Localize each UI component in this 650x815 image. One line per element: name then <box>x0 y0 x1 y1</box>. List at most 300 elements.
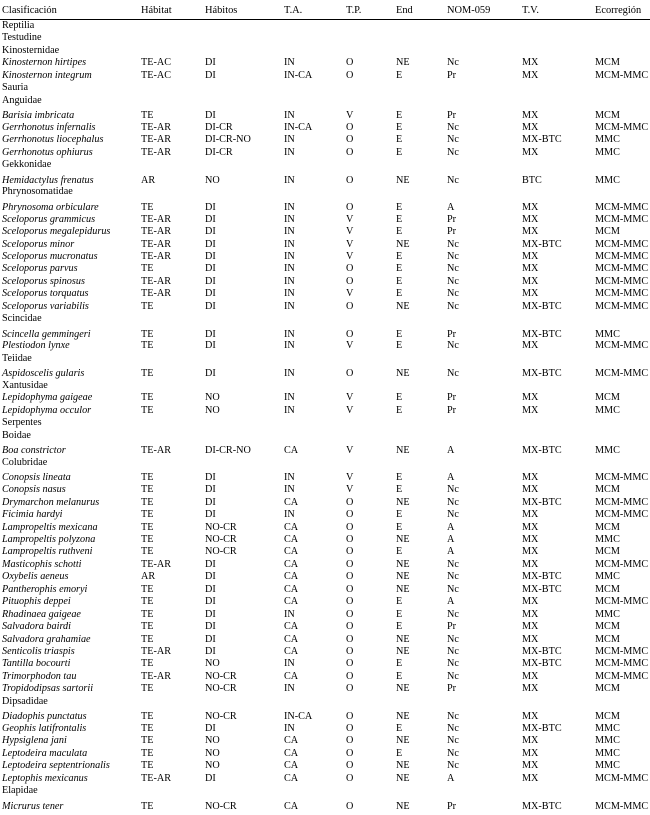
cell-nom059: Nc <box>447 496 459 508</box>
cell-habitat: TE <box>141 201 154 213</box>
cell-tp: V <box>346 110 354 122</box>
species-name: Lampropeltis mexicana <box>2 521 98 533</box>
taxon-group-name: Serpentes <box>2 417 42 429</box>
cell-nom059: A <box>447 445 455 457</box>
cell-habitos: DI <box>205 328 216 340</box>
cell-ta: IN <box>284 722 295 734</box>
cell-habitos: NO <box>205 404 220 416</box>
cell-ta: CA <box>284 571 299 583</box>
cell-ecorregion: MCM-MMC <box>595 340 649 352</box>
cell-tp: O <box>346 658 354 670</box>
cell-tv: MX-BTC <box>522 496 562 508</box>
cell-tv: MX <box>522 404 539 416</box>
species-name: Pituophis deppei <box>2 596 71 608</box>
cell-ta: IN <box>284 392 295 404</box>
table-row <box>0 748 650 760</box>
species-name: Salvadora bairdi <box>2 621 71 633</box>
cell-habitos: DI <box>205 110 216 122</box>
cell-tp: O <box>346 722 354 734</box>
table-row <box>0 70 650 82</box>
table-row <box>0 683 650 695</box>
cell-tp: V <box>346 238 354 250</box>
cell-end: E <box>396 201 403 213</box>
cell-nom059: Nc <box>447 571 459 583</box>
cell-habitat: TE <box>141 392 154 404</box>
cell-nom059: A <box>447 472 455 484</box>
cell-tp: O <box>346 633 354 645</box>
table-row <box>0 251 650 263</box>
cell-tp: V <box>346 226 354 238</box>
cell-ecorregion: MCM <box>595 484 620 496</box>
cell-tp: V <box>346 404 354 416</box>
cell-end: E <box>396 288 403 300</box>
cell-end: NE <box>396 633 410 645</box>
taxon-group-name: Gekkonidae <box>2 159 52 171</box>
cell-tp: O <box>346 509 354 521</box>
taxon-group-row <box>0 82 650 94</box>
cell-habitat: TE-AR <box>141 213 171 225</box>
cell-habitat: TE <box>141 711 154 723</box>
cell-nom059: Nc <box>447 747 459 759</box>
cell-ecorregion: MMC <box>595 445 620 457</box>
taxon-group-name: Elapidae <box>2 785 38 797</box>
cell-habitos: NO <box>205 747 220 759</box>
cell-nom059: A <box>447 546 455 558</box>
table-row <box>0 735 650 747</box>
species-name: Gerrhonotus ophiurus <box>2 146 93 158</box>
cell-tv: MX <box>522 683 539 695</box>
cell-ta: CA <box>284 772 299 784</box>
table-row <box>0 646 650 658</box>
cell-end: NE <box>396 772 410 784</box>
species-name: Lepidophyma gaigeae <box>2 392 93 404</box>
cell-ecorregion: MCM-MMC <box>595 275 649 287</box>
cell-ecorregion: MMC <box>595 134 620 146</box>
cell-habitat: TE <box>141 583 154 595</box>
cell-ecorregion: MMC <box>595 735 620 747</box>
cell-tv: MX <box>522 772 539 784</box>
cell-habitos: NO <box>205 392 220 404</box>
cell-habitat: TE-AR <box>141 226 171 238</box>
cell-ta: IN <box>284 275 295 287</box>
cell-tp: O <box>346 546 354 558</box>
table-row <box>0 571 650 583</box>
cell-nom059: A <box>447 521 455 533</box>
cell-ta: CA <box>284 633 299 645</box>
cell-tv: MX-BTC <box>522 722 562 734</box>
table-row <box>0 534 650 546</box>
cell-habitat: TE <box>141 735 154 747</box>
cell-habitat: TE <box>141 621 154 633</box>
cell-tp: V <box>346 472 354 484</box>
cell-ta: IN <box>284 226 295 238</box>
cell-nom059: Nc <box>447 57 459 69</box>
cell-tp: O <box>346 670 354 682</box>
cell-ta: CA <box>284 534 299 546</box>
cell-ecorregion: MMC <box>595 328 620 340</box>
cell-nom059: Pr <box>447 69 457 81</box>
table-row <box>0 134 650 146</box>
cell-habitos: DI-CR-NO <box>205 445 251 457</box>
cell-habitos: DI-CR-NO <box>205 134 251 146</box>
cell-ecorregion: MCM-MMC <box>595 288 649 300</box>
cell-end: NE <box>396 558 410 570</box>
cell-tv: MX <box>522 392 539 404</box>
taxon-group-row <box>0 20 650 32</box>
cell-tp: V <box>346 340 354 352</box>
cell-nom059: Pr <box>447 621 457 633</box>
species-name: Senticolis triaspis <box>2 645 75 657</box>
species-name: Conopsis lineata <box>2 472 71 484</box>
cell-tp: O <box>346 735 354 747</box>
cell-habitat: AR <box>141 571 156 583</box>
species-name: Drymarchon melanurus <box>2 496 100 508</box>
cell-ecorregion: MCM-MMC <box>595 368 649 380</box>
table-row <box>0 509 650 521</box>
cell-end: E <box>396 121 403 133</box>
cell-habitat: TE-AR <box>141 445 171 457</box>
cell-ecorregion: MCM <box>595 521 620 533</box>
cell-nom059: Pr <box>447 800 457 812</box>
cell-end: E <box>396 213 403 225</box>
table-row <box>0 326 650 341</box>
cell-tv: MX <box>522 201 539 213</box>
taxon-group-name: Scincidae <box>2 313 42 325</box>
cell-end: NE <box>396 571 410 583</box>
cell-tv: MX <box>522 596 539 608</box>
cell-end: NE <box>396 174 410 186</box>
species-name: Leptodeira septentrionalis <box>2 760 110 772</box>
cell-tp: O <box>346 645 354 657</box>
cell-tp: O <box>346 608 354 620</box>
cell-nom059: Nc <box>447 263 459 275</box>
cell-ta: IN-CA <box>284 711 313 723</box>
species-name: Pantherophis emoryi <box>2 583 88 595</box>
cell-habitat: TE <box>141 368 154 380</box>
cell-tp: O <box>346 69 354 81</box>
cell-habitat: TE-AR <box>141 250 171 262</box>
cell-ecorregion: MMC <box>595 747 620 759</box>
table-row <box>0 773 650 785</box>
cell-ecorregion: MCM-MMC <box>595 772 649 784</box>
cell-ta: IN <box>284 174 295 186</box>
cell-ecorregion: MCM-MMC <box>595 596 649 608</box>
cell-habitos: DI <box>205 645 216 657</box>
cell-tv: MX <box>522 484 539 496</box>
cell-habitos: DI <box>205 57 216 69</box>
cell-ecorregion: MCM-MMC <box>595 472 649 484</box>
cell-end: NE <box>396 238 410 250</box>
cell-habitos: DI <box>205 583 216 595</box>
cell-tv: MX <box>522 213 539 225</box>
cell-nom059: A <box>447 772 455 784</box>
taxon-group-row <box>0 353 650 365</box>
cell-ecorregion: MCM-MMC <box>595 69 649 81</box>
cell-habitat: TE-AC <box>141 57 171 69</box>
cell-ta: IN <box>284 300 295 312</box>
cell-habitat: AR <box>141 174 156 186</box>
species-name: Conopsis nasus <box>2 484 66 496</box>
cell-ecorregion: MCM <box>595 57 620 69</box>
table-row <box>0 634 650 646</box>
species-name: Phrynosoma orbiculare <box>2 201 99 213</box>
species-name: Kinosternon integrum <box>2 69 92 81</box>
cell-tp: O <box>346 146 354 158</box>
taxon-group-row <box>0 457 650 469</box>
cell-tv: MX <box>522 621 539 633</box>
table-row <box>0 214 650 226</box>
cell-ta: CA <box>284 521 299 533</box>
cell-tp: O <box>346 328 354 340</box>
header-ta: T.A. <box>284 5 303 16</box>
cell-habitat: TE <box>141 300 154 312</box>
cell-ecorregion: MMC <box>595 146 620 158</box>
cell-end: E <box>396 521 403 533</box>
cell-end: NE <box>396 368 410 380</box>
species-name: Micrurus tener <box>2 800 64 812</box>
cell-habitos: DI-CR <box>205 146 233 158</box>
table-row <box>0 301 650 313</box>
table-row <box>0 199 650 214</box>
cell-tv: MX <box>522 633 539 645</box>
cell-tv: MX <box>522 275 539 287</box>
cell-ecorregion: MMC <box>595 571 620 583</box>
cell-nom059: Nc <box>447 300 459 312</box>
cell-nom059: Nc <box>447 238 459 250</box>
cell-habitos: DI <box>205 608 216 620</box>
cell-tv: MX <box>522 711 539 723</box>
table-row <box>0 365 650 380</box>
cell-nom059: Pr <box>447 110 457 122</box>
cell-tv: MX <box>522 146 539 158</box>
taxon-group-row <box>0 313 650 325</box>
species-name: Lepidophyma occulor <box>2 404 92 416</box>
cell-end: NE <box>396 300 410 312</box>
cell-ta: CA <box>284 583 299 595</box>
cell-habitat: TE <box>141 404 154 416</box>
cell-habitat: TE-AR <box>141 558 171 570</box>
cell-ecorregion: MMC <box>595 760 620 772</box>
header-nom059: NOM-059 <box>447 5 491 16</box>
cell-ta: IN <box>284 484 295 496</box>
table-row <box>0 584 650 596</box>
cell-end: E <box>396 328 403 340</box>
cell-tp: O <box>346 521 354 533</box>
cell-habitat: TE <box>141 484 154 496</box>
cell-tp: V <box>346 288 354 300</box>
cell-nom059: Nc <box>447 484 459 496</box>
cell-tv: MX-BTC <box>522 645 562 657</box>
cell-nom059: Nc <box>447 509 459 521</box>
cell-tp: O <box>346 275 354 287</box>
cell-ta: CA <box>284 621 299 633</box>
cell-habitat: TE-AR <box>141 134 171 146</box>
cell-ecorregion: MCM-MMC <box>595 670 649 682</box>
cell-tv: MX <box>522 747 539 759</box>
cell-habitat: TE <box>141 534 154 546</box>
species-name: Barisia imbricata <box>2 110 75 122</box>
taxon-group-name: Kinosternidae <box>2 44 60 56</box>
cell-ecorregion: MCM-MMC <box>595 496 649 508</box>
table-row <box>0 107 650 122</box>
cell-habitat: TE <box>141 472 154 484</box>
table-row <box>0 122 650 134</box>
species-name: Hemidactylus frenatus <box>2 174 94 186</box>
species-name: Rhadinaea gaigeae <box>2 608 81 620</box>
cell-habitos: NO <box>205 735 220 747</box>
species-name: Ficimia hardyi <box>2 509 63 521</box>
cell-tp: O <box>346 596 354 608</box>
cell-ta: IN <box>284 340 295 352</box>
table-row <box>0 239 650 251</box>
cell-nom059: A <box>447 534 455 546</box>
cell-habitat: TE <box>141 509 154 521</box>
cell-tp: O <box>346 263 354 275</box>
table-header <box>0 3 650 20</box>
table-body <box>0 20 650 812</box>
species-name: Sceloporus megalepidurus <box>2 226 111 238</box>
cell-tv: MX <box>522 57 539 69</box>
cell-nom059: Nc <box>447 146 459 158</box>
cell-end: E <box>396 110 403 122</box>
cell-habitat: TE-AR <box>141 288 171 300</box>
cell-habitos: DI <box>205 509 216 521</box>
cell-habitos: DI <box>205 484 216 496</box>
cell-end: E <box>396 722 403 734</box>
cell-ecorregion: MMC <box>595 722 620 734</box>
cell-ta: IN <box>284 472 295 484</box>
cell-tv: MX <box>522 110 539 122</box>
species-name: Sceloporus variabilis <box>2 300 89 312</box>
cell-ta: CA <box>284 645 299 657</box>
cell-habitat: TE <box>141 496 154 508</box>
cell-habitos: DI <box>205 263 216 275</box>
species-name: Lampropeltis polyzona <box>2 534 96 546</box>
table-row <box>0 671 650 683</box>
cell-end: E <box>396 275 403 287</box>
cell-ecorregion: MCM <box>595 110 620 122</box>
cell-ta: IN <box>284 213 295 225</box>
cell-nom059: Nc <box>447 633 459 645</box>
cell-habitos: DI <box>205 772 216 784</box>
species-name: Diadophis punctatus <box>2 711 87 723</box>
taxon-group-row <box>0 32 650 44</box>
cell-tv: MX-BTC <box>522 583 562 595</box>
cell-ta: CA <box>284 596 299 608</box>
cell-habitat: TE-AR <box>141 670 171 682</box>
cell-ecorregion: MCM-MMC <box>595 658 649 670</box>
species-name: Leptodeira maculata <box>2 747 88 759</box>
species-name: Scincella gemmingeri <box>2 328 91 340</box>
cell-tv: MX <box>522 69 539 81</box>
cell-nom059: Nc <box>447 645 459 657</box>
table-row <box>0 405 650 417</box>
cell-habitat: TE <box>141 521 154 533</box>
cell-habitos: DI <box>205 340 216 352</box>
cell-ta: IN <box>284 368 295 380</box>
cell-tp: V <box>346 445 354 457</box>
species-name: Plestiodon lynxe <box>2 340 70 352</box>
cell-ta: IN-CA <box>284 121 313 133</box>
cell-ta: IN <box>284 608 295 620</box>
cell-ecorregion: MCM-MMC <box>595 509 649 521</box>
table-row <box>0 658 650 670</box>
species-name: Sceloporus grammicus <box>2 213 96 225</box>
cell-end: E <box>396 484 403 496</box>
cell-ta: CA <box>284 670 299 682</box>
header-ecorregion: Ecorregión <box>595 5 642 16</box>
cell-ta: CA <box>284 747 299 759</box>
cell-tp: O <box>346 800 354 812</box>
cell-ta: IN <box>284 57 295 69</box>
cell-tp: O <box>346 571 354 583</box>
cell-ecorregion: MCM-MMC <box>595 238 649 250</box>
cell-habitat: TE <box>141 263 154 275</box>
cell-end: NE <box>396 735 410 747</box>
cell-habitos: NO <box>205 174 220 186</box>
cell-nom059: Nc <box>447 250 459 262</box>
table-row <box>0 442 650 457</box>
cell-ecorregion: MCM-MMC <box>595 250 649 262</box>
species-name: Lampropeltis ruthveni <box>2 546 93 558</box>
species-name: Geophis latifrontalis <box>2 722 87 734</box>
taxon-group-name: Colubridae <box>2 457 48 469</box>
cell-end: E <box>396 263 403 275</box>
cell-nom059: Nc <box>447 583 459 595</box>
cell-habitos: DI <box>205 621 216 633</box>
table-row <box>0 522 650 534</box>
cell-habitat: TE <box>141 683 154 695</box>
cell-habitos: NO-CR <box>205 683 237 695</box>
table-row <box>0 263 650 275</box>
cell-habitat: TE-AR <box>141 121 171 133</box>
cell-tv: MX <box>522 509 539 521</box>
cell-habitos: NO-CR <box>205 546 237 558</box>
cell-tv: MX-BTC <box>522 368 562 380</box>
species-name: Aspidoscelis gularis <box>2 368 85 380</box>
cell-tp: O <box>346 558 354 570</box>
species-name: Sceloporus torquatus <box>2 288 89 300</box>
cell-tv: MX-BTC <box>522 445 562 457</box>
cell-ecorregion: MCM-MMC <box>595 213 649 225</box>
cell-habitos: DI <box>205 288 216 300</box>
table-row <box>0 609 650 621</box>
cell-nom059: Pr <box>447 328 457 340</box>
cell-tv: MX <box>522 546 539 558</box>
cell-habitat: TE <box>141 340 154 352</box>
cell-tv: MX <box>522 250 539 262</box>
cell-nom059: Nc <box>447 608 459 620</box>
table-row <box>0 760 650 772</box>
cell-tp: O <box>346 760 354 772</box>
cell-end: E <box>396 340 403 352</box>
species-name: Hypsiglena jani <box>2 735 67 747</box>
cell-tv: MX-BTC <box>522 134 562 146</box>
cell-ecorregion: MCM-MMC <box>595 121 649 133</box>
table-row <box>0 172 650 187</box>
cell-tp: V <box>346 250 354 262</box>
cell-tv: MX <box>522 263 539 275</box>
cell-habitos: DI <box>205 558 216 570</box>
cell-tv: MX <box>522 608 539 620</box>
cell-tv: MX <box>522 288 539 300</box>
taxon-group-row <box>0 430 650 442</box>
cell-tp: O <box>346 683 354 695</box>
cell-habitos: DI <box>205 472 216 484</box>
table-row <box>0 621 650 633</box>
cell-tp: O <box>346 583 354 595</box>
cell-tv: MX <box>522 340 539 352</box>
